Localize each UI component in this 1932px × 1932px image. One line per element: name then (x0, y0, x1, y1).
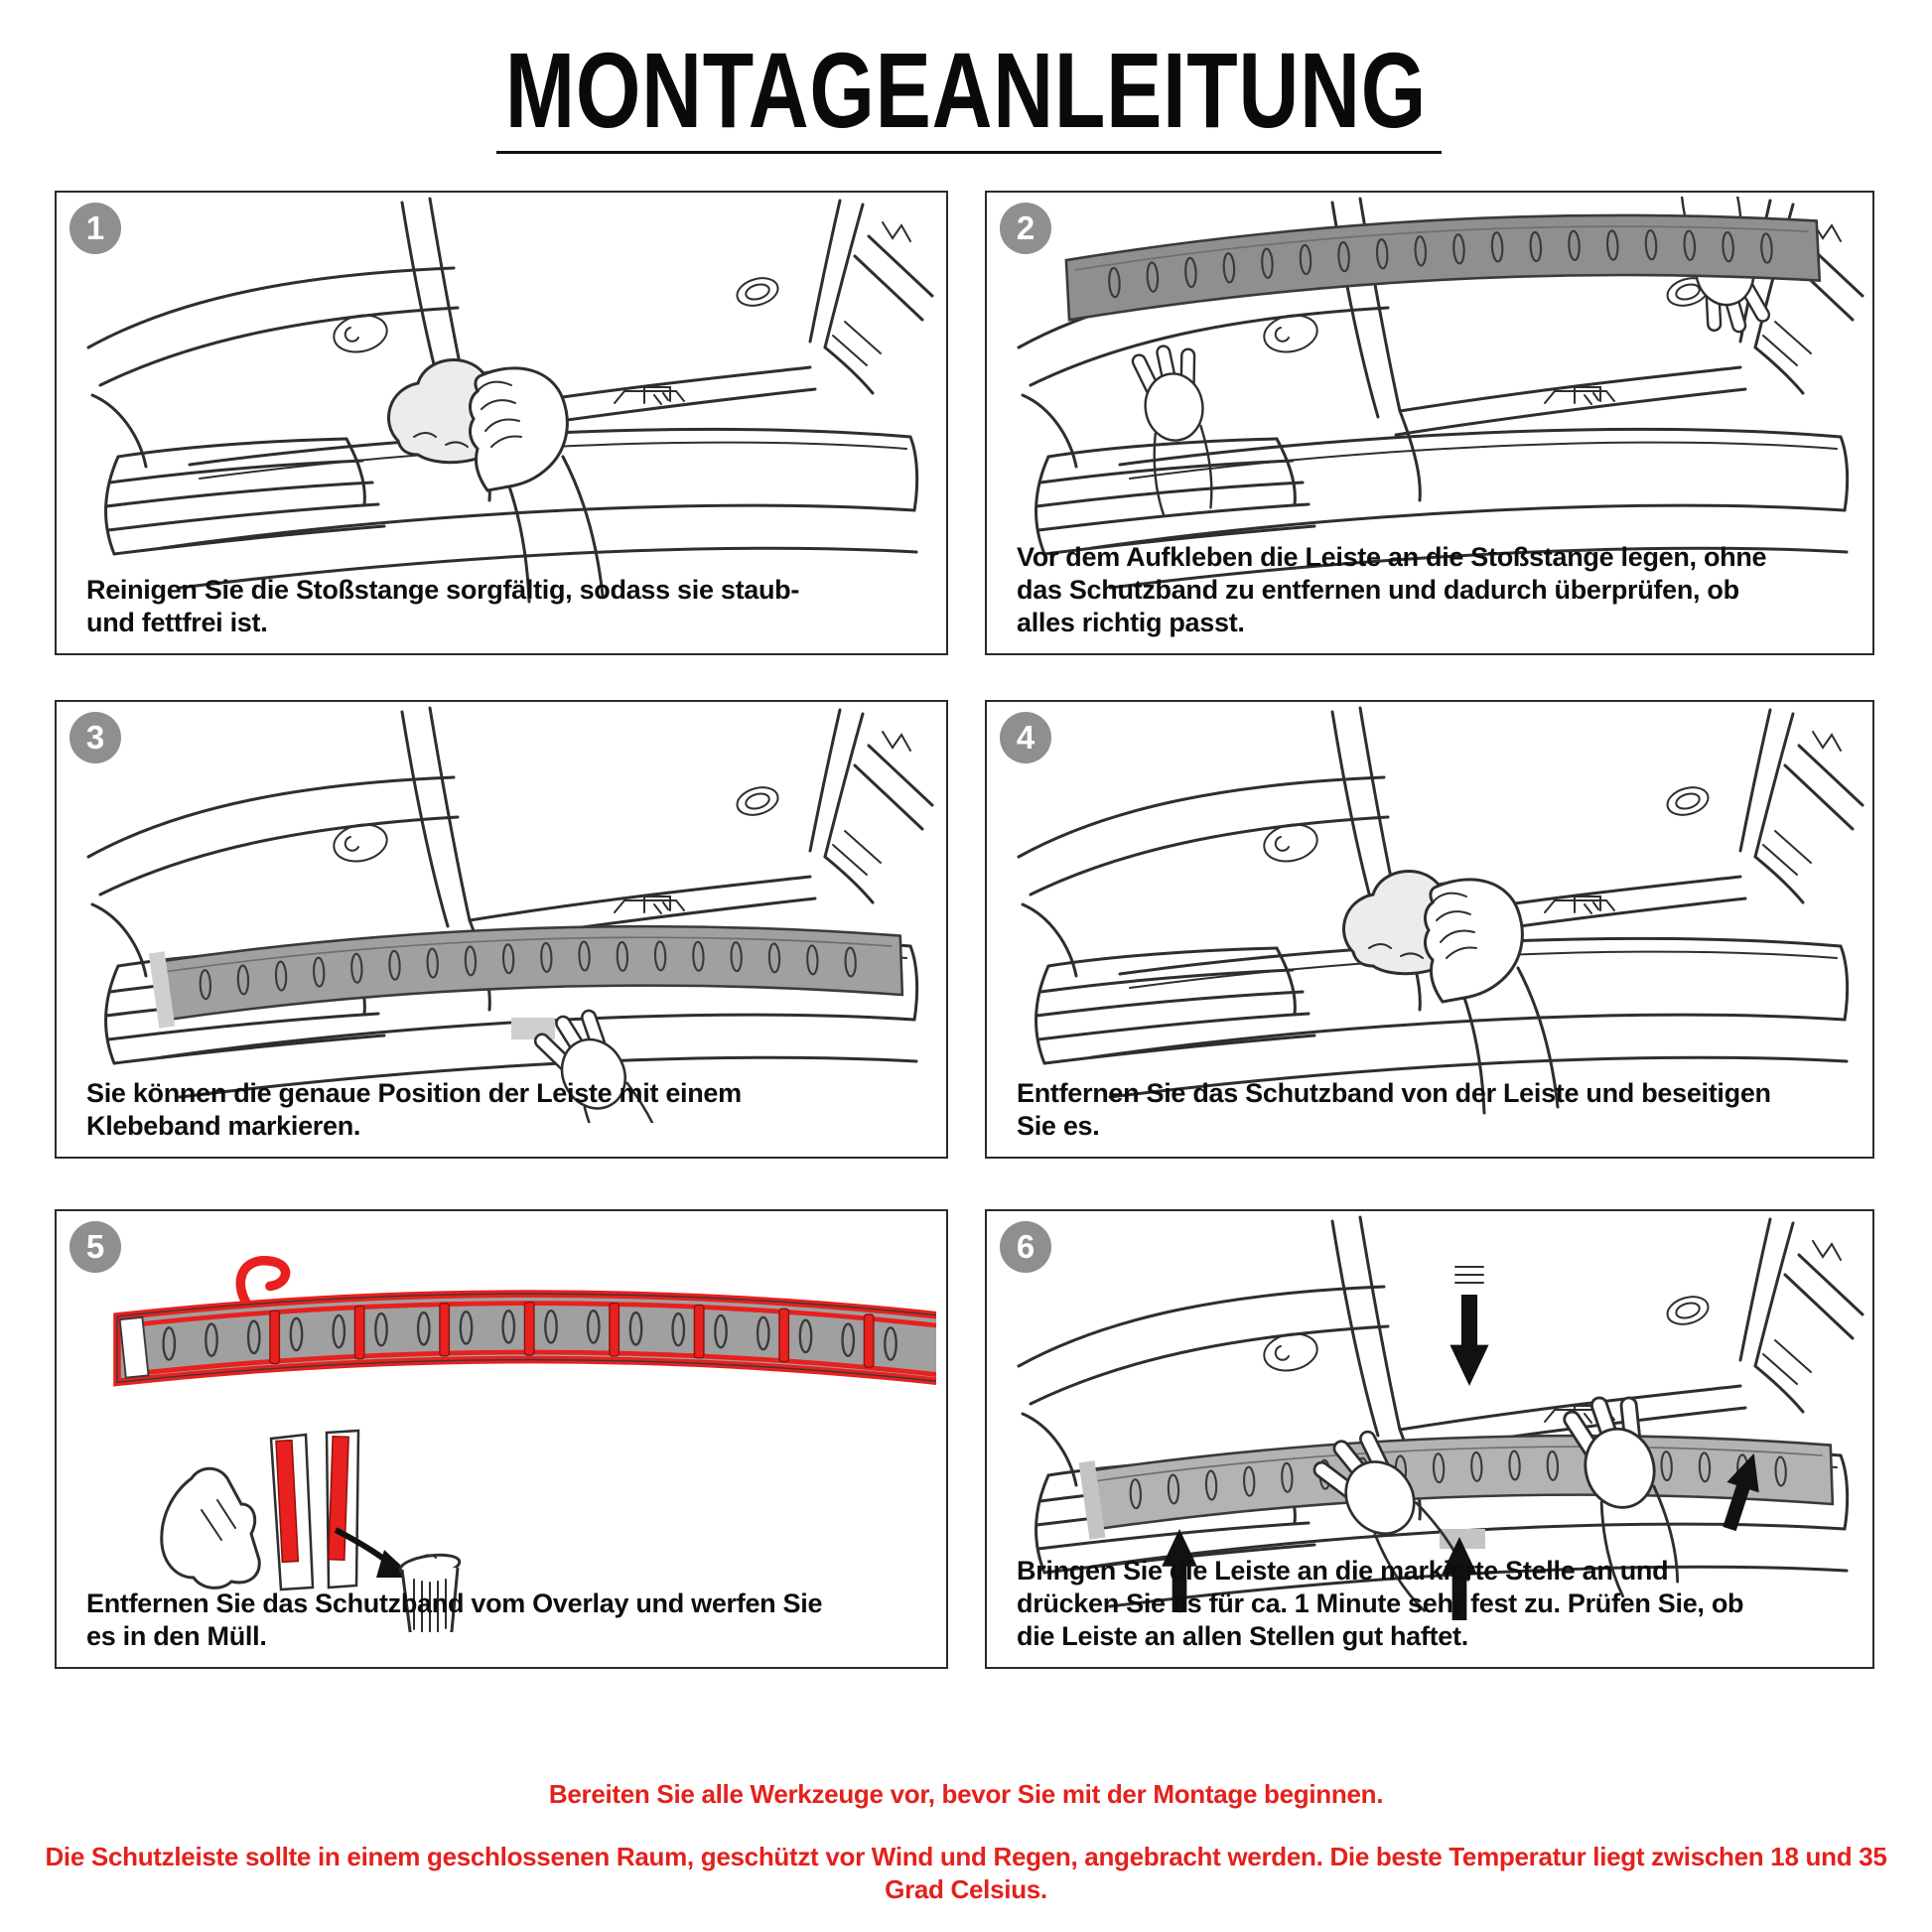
step-5-illustration-overlay-liner (63, 1215, 936, 1632)
caption-line: Vor dem Aufkleben die Leiste an die Stoßstange legen, ohne (1017, 542, 1767, 572)
caption-line: Klebeband markieren. (86, 1111, 361, 1141)
step-panel-3 (55, 700, 948, 1159)
step-panel-2 (985, 191, 1874, 655)
footer-note-environment: Die Schutzleiste sollte in einem geschlossenen Raum, geschützt vor Wind und Regen, angebracht werden. Die beste Temperatur liegt zwischen 18 und 35 (45, 1842, 1887, 1871)
step-2-number-badge (1000, 203, 1051, 254)
step-5-number: 5 (85, 1228, 105, 1265)
step-4-caption (1017, 1077, 1851, 1143)
step-5-number-badge (69, 1221, 121, 1273)
caption-line: Sie es. (1017, 1111, 1100, 1141)
step-panel-4 (985, 700, 1874, 1159)
caption-line: es in den Müll. (86, 1621, 267, 1651)
caption-line: und fettfrei ist. (86, 608, 268, 637)
footer-note-tools: Bereiten Sie alle Werkzeuge vor, bevor Sie mit der Montage beginnen. (548, 1779, 1384, 1809)
page-header (0, 28, 1932, 152)
step-1-caption (86, 574, 924, 639)
step-1-illustration-clean-bumper (63, 197, 936, 614)
caption-line: Sie können die genaue Position der Leiste mit einem (86, 1078, 742, 1108)
step-1-number: 1 (85, 209, 105, 246)
step-panel-6 (985, 1209, 1874, 1669)
caption-line: drücken Sie es für ca. 1 Minute sehr fest zu. Prüfen Sie, ob (1017, 1588, 1744, 1618)
step-6-number: 6 (1016, 1228, 1035, 1265)
footer-note-environment-cont: Grad Celsius. (885, 1874, 1047, 1904)
caption-line: das Schutzband zu entfernen und dadurch überprüfen, ob (1017, 575, 1739, 605)
step-6-number-badge (1000, 1221, 1051, 1273)
step-3-illustration-mark-position (63, 706, 936, 1123)
title-underline (496, 151, 1442, 154)
step-3-caption (86, 1077, 924, 1143)
page-title: MONTAGEANLEITUNG (504, 30, 1428, 150)
step-4-illustration-remove-tape (993, 706, 1866, 1123)
caption-line: Bringen Sie die Leiste an die markierte Stelle an und (1017, 1556, 1669, 1586)
caption-line: Entfernen Sie das Schutzband vom Overlay und werfen Sie (86, 1588, 823, 1618)
caption-line: die Leiste an allen Stellen gut haftet. (1017, 1621, 1468, 1651)
step-4-number: 4 (1016, 719, 1035, 756)
step-3-number: 3 (85, 719, 105, 756)
step-2-number: 2 (1016, 209, 1035, 246)
caption-line: Entfernen Sie das Schutzband von der Leiste und beseitigen (1017, 1078, 1771, 1108)
step-panel-1 (55, 191, 948, 655)
caption-line: alles richtig passt. (1017, 608, 1245, 637)
step-3-number-badge (69, 712, 121, 763)
step-4-number-badge (1000, 712, 1051, 763)
caption-line: Reinigen Sie die Stoßstange sorgfältig, sodass sie staub- (86, 575, 800, 605)
step-1-number-badge (69, 203, 121, 254)
step-2-caption (1017, 541, 1851, 639)
step-6-caption (1017, 1555, 1851, 1653)
step-5-caption (86, 1587, 924, 1653)
step-panel-5 (55, 1209, 948, 1669)
